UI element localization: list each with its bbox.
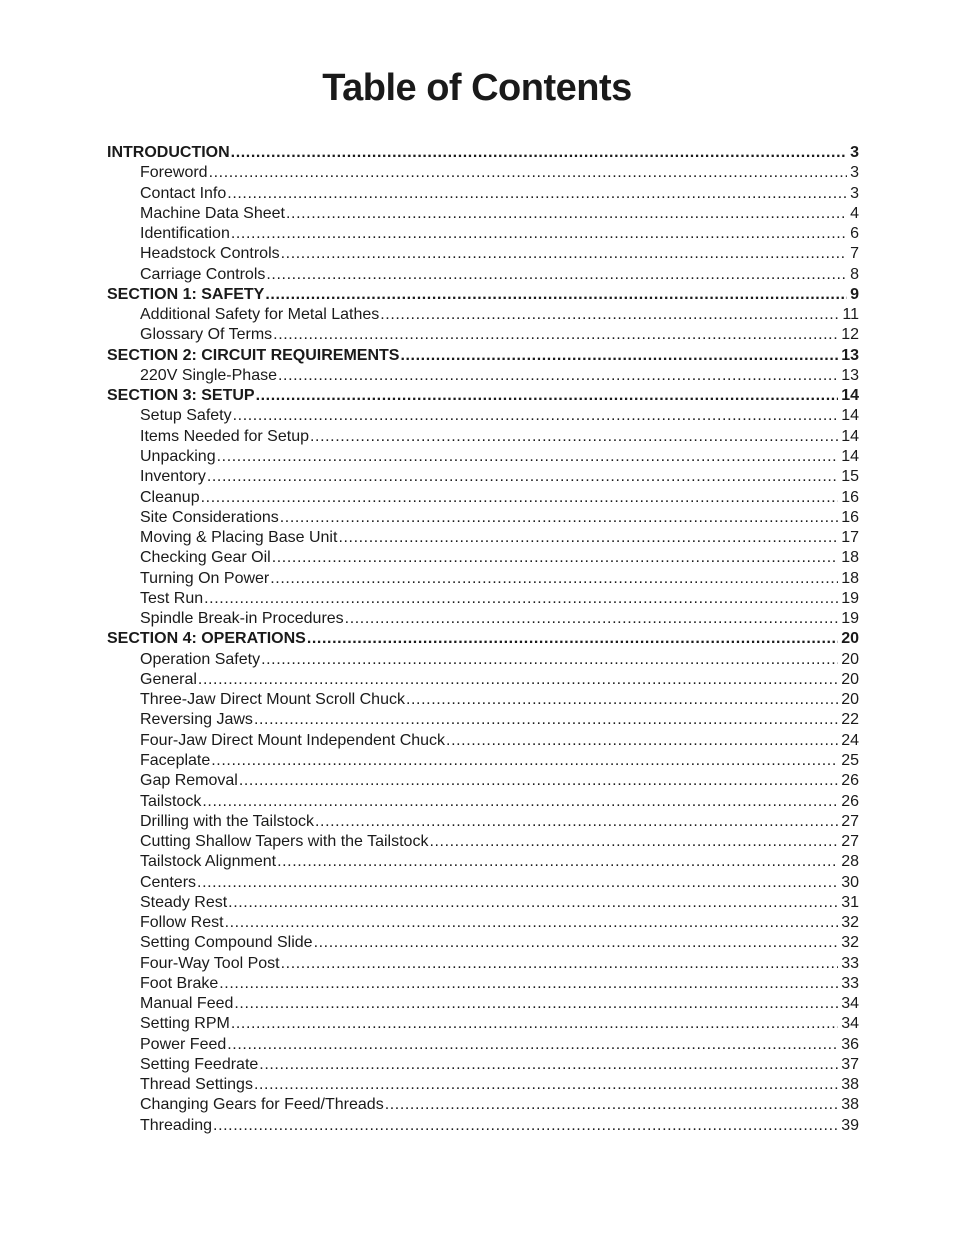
toc-entry[interactable] [107, 204, 859, 224]
toc-entry[interactable] [107, 467, 859, 487]
toc-entry-label: SECTION 3: SETUP [107, 387, 255, 405]
dot-leader [272, 548, 838, 568]
dot-leader [231, 143, 847, 163]
toc-entry-label: Faceplate [140, 751, 211, 769]
toc-entry-page-number: 18 [841, 549, 859, 567]
toc-entry-label: Cutting Shallow Tapers with the Tailstock [140, 833, 429, 851]
toc-entry-page-number: 34 [841, 1015, 859, 1033]
toc-entry-page-number: 30 [841, 873, 859, 891]
dot-leader [228, 893, 838, 913]
dot-leader [254, 1075, 838, 1095]
dot-leader [254, 710, 838, 730]
toc-entry[interactable] [107, 954, 859, 974]
dot-leader [225, 913, 839, 933]
toc-entry-page-number: 26 [841, 792, 859, 810]
page-title: Table of Contents [322, 67, 632, 109]
toc-entry-page-number: 3 [850, 164, 859, 182]
toc-entry-label: Four-Way Tool Post [140, 954, 280, 972]
toc-entry-page-number: 32 [841, 934, 859, 952]
toc-entry-page-number: 39 [841, 1116, 859, 1134]
dot-leader [270, 569, 838, 589]
toc-entry[interactable] [107, 670, 859, 690]
toc-entry-page-number: 15 [841, 468, 859, 486]
toc-section-entry[interactable] [107, 143, 859, 163]
toc-entry[interactable] [107, 1035, 859, 1055]
dot-leader [310, 427, 838, 447]
toc-entry-page-number: 33 [841, 954, 859, 972]
toc-entry[interactable] [107, 488, 859, 508]
toc-entry-page-number: 3 [850, 144, 859, 161]
toc-entry-page-number: 27 [841, 812, 859, 830]
dot-leader [277, 852, 838, 872]
toc-entry-label: Machine Data Sheet [140, 204, 285, 222]
dot-leader [204, 589, 838, 609]
toc-entry[interactable] [107, 244, 859, 264]
toc-entry[interactable] [107, 771, 859, 791]
toc-entry-label: Items Needed for Setup [140, 427, 309, 445]
toc-entry-label: Changing Gears for Feed/Threads [140, 1096, 384, 1114]
toc-entry-label: Reversing Jaws [140, 711, 253, 729]
toc-entry-label: Operation Safety [140, 650, 261, 668]
dot-leader [207, 467, 838, 487]
dot-leader [406, 690, 838, 710]
toc-entry-label: Spindle Break-in Procedures [140, 610, 344, 628]
toc-entry-page-number: 19 [841, 589, 859, 607]
dot-leader [227, 184, 847, 204]
toc-entry-label: Setting RPM [140, 1015, 230, 1033]
toc-entry-page-number: 14 [841, 427, 859, 445]
toc-entry-label: Cleanup [140, 488, 200, 506]
toc-entry-label: SECTION 2: CIRCUIT REQUIREMENTS [107, 346, 400, 364]
dot-leader [265, 285, 847, 305]
toc-entry-label: Turning On Power [140, 569, 270, 587]
toc-entry-label: Setting Compound Slide [140, 934, 313, 952]
toc-entry[interactable] [107, 325, 859, 345]
toc-entry-page-number: 19 [841, 610, 859, 628]
toc-entry[interactable] [107, 1055, 859, 1075]
toc-entry-page-number: 3 [850, 184, 859, 202]
dot-leader [429, 832, 838, 852]
toc-entry[interactable] [107, 406, 859, 426]
dot-leader [400, 346, 838, 366]
toc-entry-label: Tailstock Alignment [140, 853, 277, 871]
dot-leader [338, 528, 838, 548]
dot-leader [307, 629, 838, 649]
toc-entry-label: Tailstock [140, 792, 202, 810]
toc-entry-page-number: 20 [841, 670, 859, 688]
dot-leader [281, 954, 839, 974]
toc-entry-label: Power Feed [140, 1035, 227, 1053]
dot-leader [227, 1035, 838, 1055]
toc-entry-page-number: 36 [841, 1035, 859, 1053]
toc-entry[interactable] [107, 447, 859, 467]
toc-entry[interactable] [107, 427, 859, 447]
dot-leader [385, 1095, 839, 1115]
toc-entry[interactable] [107, 1095, 859, 1115]
toc-entry-page-number: 12 [841, 326, 859, 344]
toc-entry-label: Drilling with the Tailstock [140, 812, 314, 830]
dot-leader [209, 163, 848, 183]
table-of-contents [107, 143, 859, 1136]
toc-entry[interactable] [107, 710, 859, 730]
dot-leader [201, 488, 839, 508]
toc-entry-page-number: 20 [841, 650, 859, 668]
toc-entry-page-number: 33 [841, 974, 859, 992]
toc-entry-label: Headstock Controls [140, 245, 280, 263]
toc-entry-page-number: 20 [841, 630, 859, 648]
toc-entry-page-number: 8 [850, 265, 859, 283]
toc-entry[interactable] [107, 873, 859, 893]
toc-entry[interactable] [107, 913, 859, 933]
toc-entry-label: Setting Feedrate [140, 1055, 259, 1073]
toc-entry-page-number: 16 [841, 508, 859, 526]
dot-leader [198, 670, 838, 690]
toc-entry-label: Four-Jaw Direct Mount Independent Chuck [140, 731, 446, 749]
toc-entry[interactable] [107, 1075, 859, 1095]
dot-leader [286, 204, 847, 224]
toc-entry-page-number: 20 [841, 691, 859, 709]
dot-leader [278, 366, 838, 386]
toc-entry-page-number: 38 [841, 1076, 859, 1094]
toc-entry[interactable] [107, 852, 859, 872]
dot-leader [231, 1014, 838, 1034]
toc-entry[interactable] [107, 1116, 859, 1136]
toc-entry-page-number: 6 [850, 225, 859, 243]
toc-entry-label: Setup Safety [140, 407, 232, 425]
dot-leader [259, 1055, 838, 1075]
toc-entry[interactable] [107, 548, 859, 568]
toc-entry[interactable] [107, 265, 859, 285]
toc-entry[interactable] [107, 569, 859, 589]
toc-entry-label: Thread Settings [140, 1076, 253, 1094]
toc-section-entry[interactable] [107, 386, 859, 406]
toc-entry-label: Foreword [140, 164, 208, 182]
toc-entry[interactable] [107, 933, 859, 953]
toc-entry-label: General [140, 670, 197, 688]
toc-entry[interactable] [107, 305, 859, 325]
toc-entry-label: Follow Rest [140, 914, 224, 932]
toc-entry[interactable] [107, 508, 859, 528]
toc-entry[interactable] [107, 792, 859, 812]
dot-leader [266, 265, 847, 285]
toc-entry[interactable] [107, 974, 859, 994]
toc-entry-page-number: 27 [841, 833, 859, 851]
toc-entry[interactable] [107, 893, 859, 913]
toc-entry[interactable] [107, 832, 859, 852]
dot-leader [231, 224, 847, 244]
toc-entry[interactable] [107, 994, 859, 1014]
toc-entry-page-number: 16 [841, 488, 859, 506]
toc-entry-page-number: 4 [850, 204, 859, 222]
toc-entry[interactable] [107, 366, 859, 386]
toc-entry[interactable] [107, 163, 859, 183]
dot-leader [234, 994, 838, 1014]
toc-entry-label: 220V Single-Phase [140, 366, 277, 384]
toc-entry-label: Carriage Controls [140, 265, 266, 283]
dot-leader [233, 406, 839, 426]
toc-entry-label: Unpacking [140, 447, 216, 465]
dot-leader [314, 933, 839, 953]
toc-entry-page-number: 11 [842, 306, 859, 324]
toc-entry[interactable] [107, 528, 859, 548]
toc-entry-page-number: 28 [841, 853, 859, 871]
toc-entry-label: Contact Info [140, 184, 227, 202]
toc-entry[interactable] [107, 731, 859, 751]
dot-leader [273, 325, 838, 345]
toc-entry[interactable] [107, 609, 859, 629]
toc-entry[interactable] [107, 589, 859, 609]
toc-entry[interactable] [107, 1014, 859, 1034]
dot-leader [256, 386, 839, 406]
toc-entry-label: Test Run [140, 589, 204, 607]
dot-leader [217, 447, 839, 467]
dot-leader [261, 650, 838, 670]
toc-entry-label: SECTION 4: OPERATIONS [107, 630, 306, 648]
dot-leader [197, 873, 838, 893]
toc-entry-label: Additional Safety for Metal Lathes [140, 306, 380, 324]
toc-entry[interactable] [107, 690, 859, 710]
toc-entry-label: Threading [140, 1116, 213, 1134]
toc-entry-label: Gap Removal [140, 772, 238, 790]
toc-entry-label: Inventory [140, 468, 206, 486]
dot-leader [219, 974, 838, 994]
dot-leader [345, 609, 839, 629]
toc-entry-page-number: 13 [841, 346, 859, 364]
toc-entry[interactable] [107, 650, 859, 670]
toc-entry-page-number: 26 [841, 772, 859, 790]
toc-entry-page-number: 31 [841, 893, 859, 911]
toc-entry-page-number: 38 [841, 1096, 859, 1114]
dot-leader [202, 792, 838, 812]
toc-entry-label: Three-Jaw Direct Mount Scroll Chuck [140, 691, 405, 709]
dot-leader [315, 812, 838, 832]
toc-entry-page-number: 14 [841, 387, 859, 405]
toc-entry-label: SECTION 1: SAFETY [107, 285, 265, 303]
toc-entry-page-number: 7 [850, 245, 859, 263]
toc-entry-page-number: 18 [841, 569, 859, 587]
toc-entry-label: Foot Brake [140, 974, 219, 992]
toc-section-entry[interactable] [107, 346, 859, 366]
toc-section-entry[interactable] [107, 629, 859, 649]
dot-leader [446, 731, 838, 751]
toc-entry-page-number: 9 [850, 285, 859, 303]
toc-entry[interactable] [107, 184, 859, 204]
dot-leader [211, 751, 838, 771]
toc-entry-page-number: 13 [841, 366, 859, 384]
toc-entry-label: Moving & Placing Base Unit [140, 529, 338, 547]
toc-entry[interactable] [107, 751, 859, 771]
toc-entry-page-number: 22 [841, 711, 859, 729]
toc-entry-page-number: 17 [841, 529, 859, 547]
dot-leader [380, 305, 839, 325]
toc-entry-label: Site Considerations [140, 508, 279, 526]
toc-entry[interactable] [107, 224, 859, 244]
toc-entry[interactable] [107, 812, 859, 832]
toc-entry-label: Centers [140, 873, 197, 891]
dot-leader [239, 771, 838, 791]
toc-section-entry[interactable] [107, 285, 859, 305]
toc-entry-page-number: 32 [841, 914, 859, 932]
toc-entry-page-number: 37 [841, 1055, 859, 1073]
toc-entry-label: Steady Rest [140, 893, 228, 911]
dot-leader [213, 1116, 838, 1136]
dot-leader [281, 244, 847, 264]
toc-entry-page-number: 24 [841, 731, 859, 749]
toc-entry-label: INTRODUCTION [107, 144, 230, 161]
toc-entry-page-number: 25 [841, 751, 859, 769]
toc-entry-page-number: 14 [841, 407, 859, 425]
toc-entry-label: Checking Gear Oil [140, 549, 271, 567]
toc-entry-label: Identification [140, 225, 230, 243]
dot-leader [280, 508, 838, 528]
toc-entry-label: Glossary Of Terms [140, 326, 273, 344]
toc-entry-label: Manual Feed [140, 995, 234, 1013]
toc-entry-page-number: 34 [841, 995, 859, 1013]
toc-entry-page-number: 14 [841, 447, 859, 465]
